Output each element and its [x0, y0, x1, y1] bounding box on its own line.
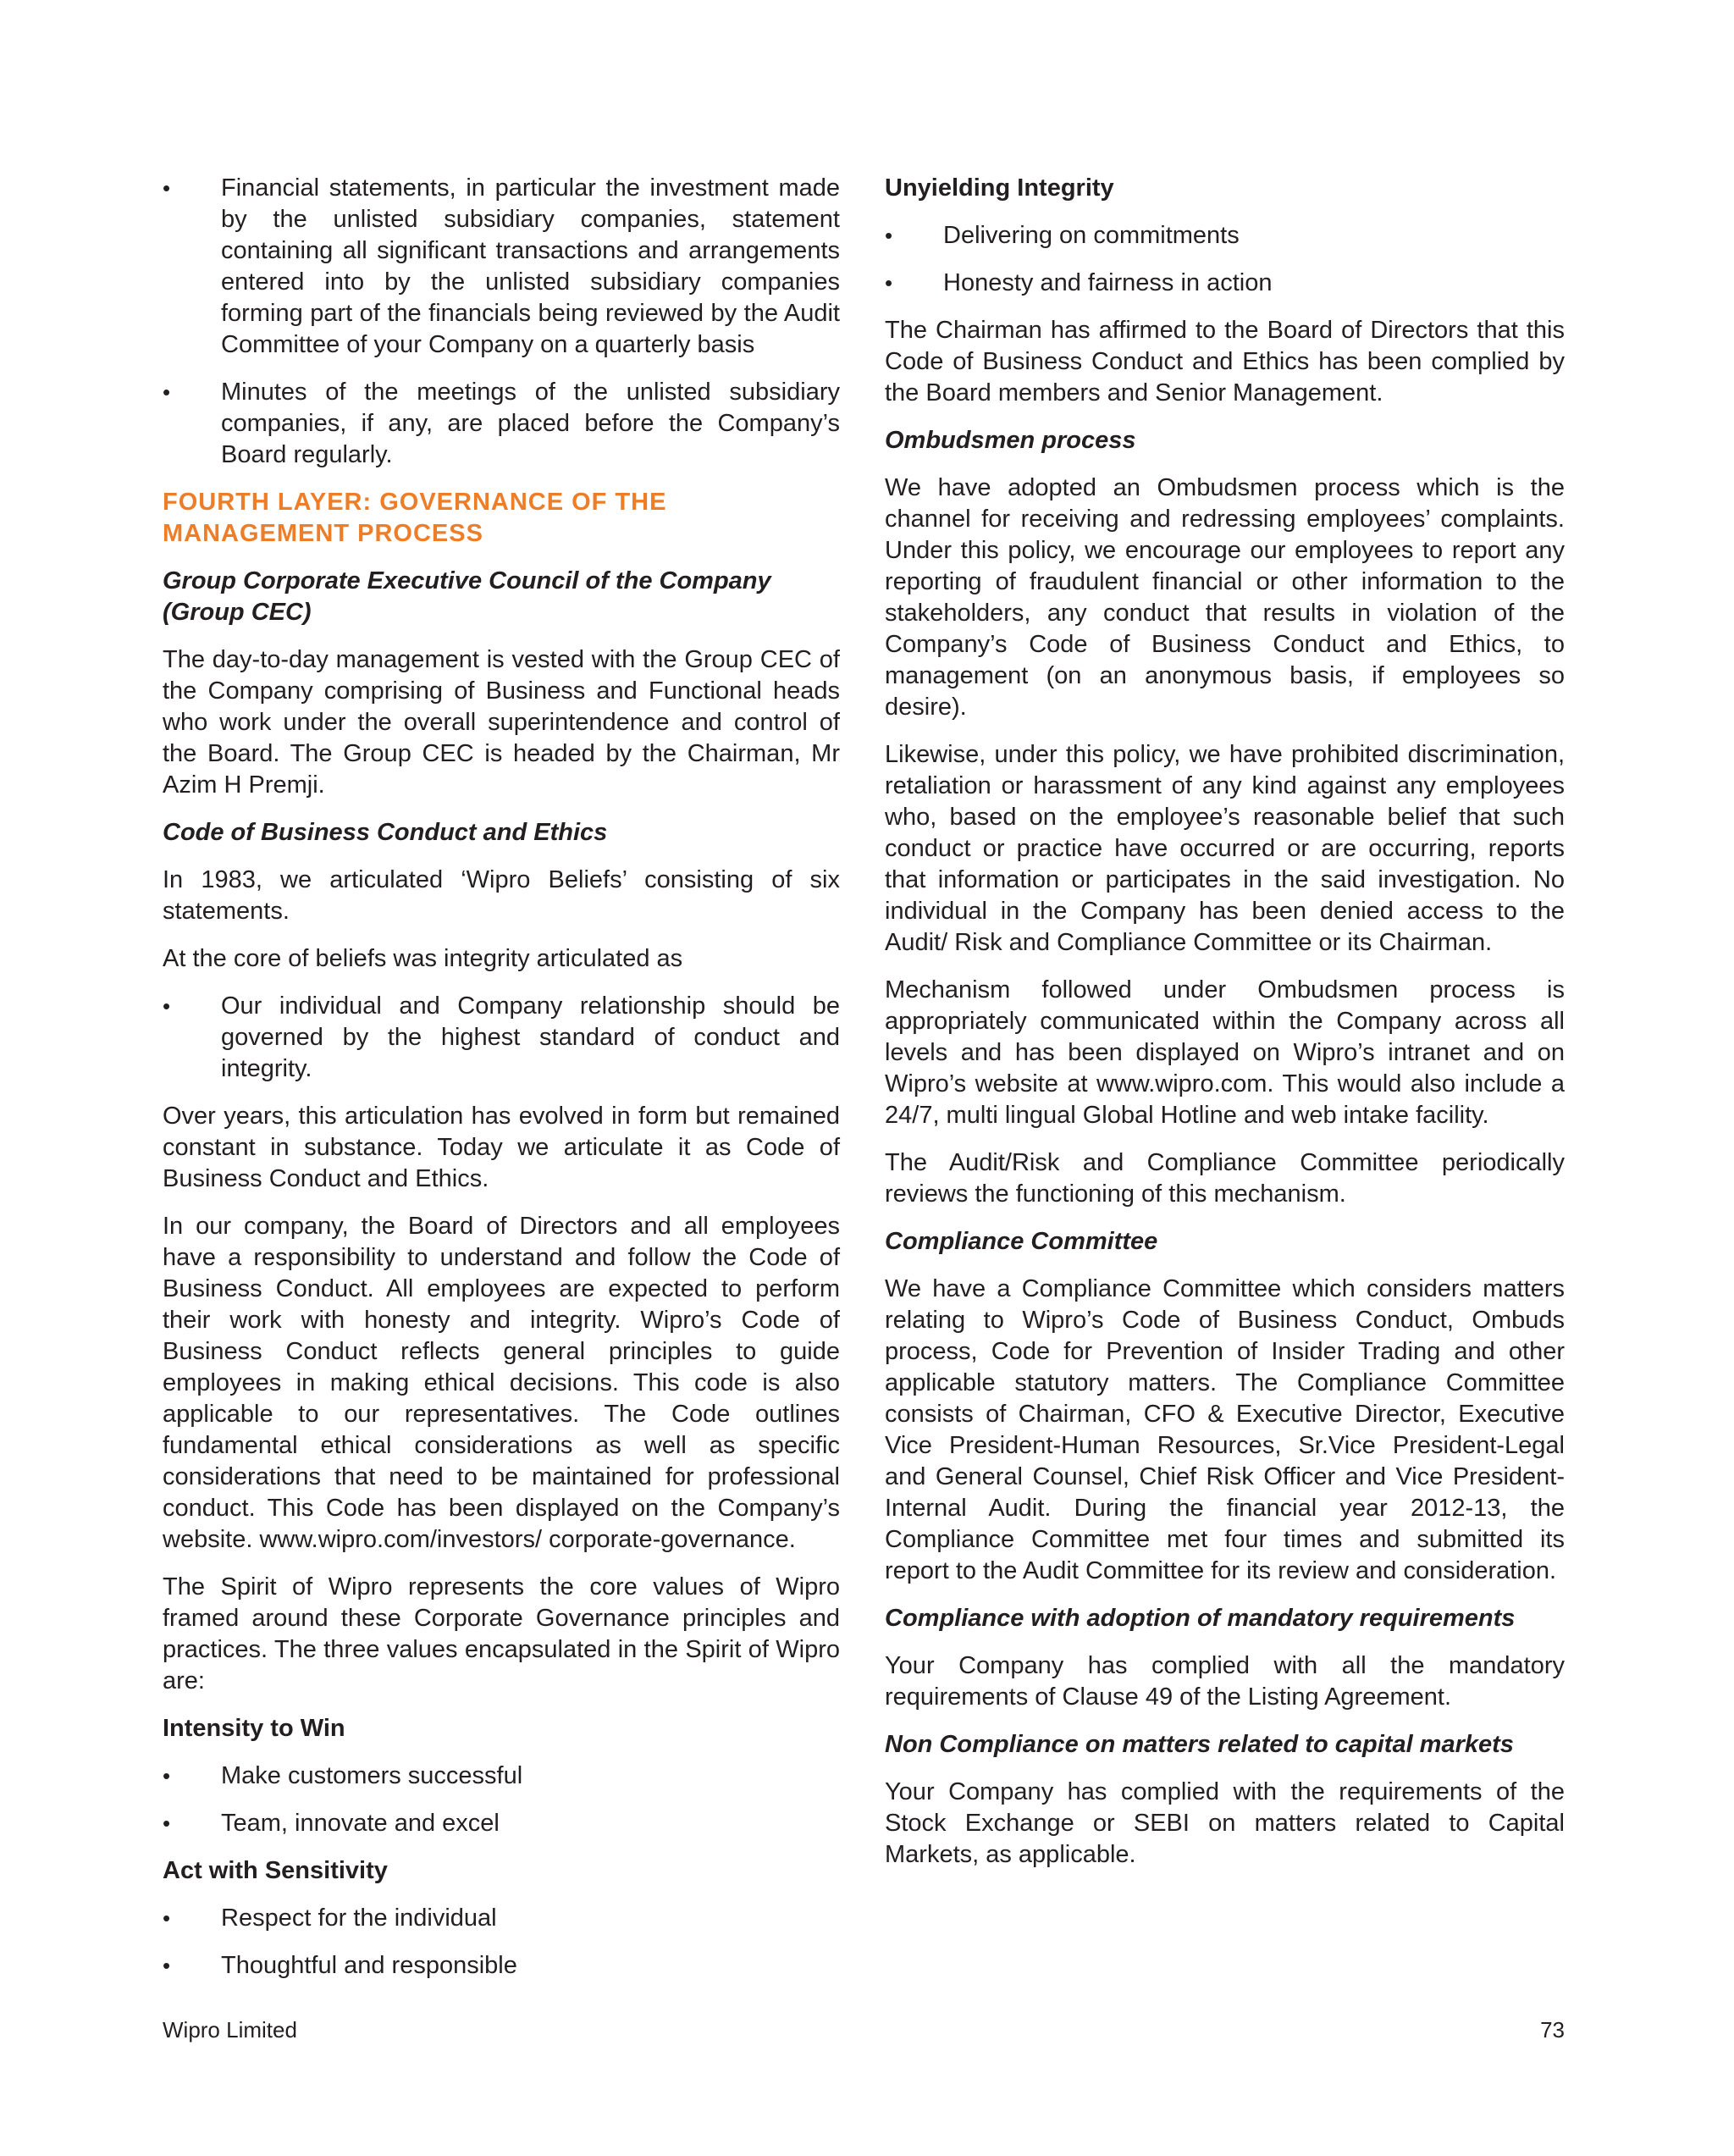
paragraph-wipro-beliefs: In 1983, we articulated ‘Wipro Beliefs’ consisting of six statements.: [163, 866, 840, 925]
paragraph-ombudsmen-3: Mechanism followed under Ombudsmen process is appropriately communicated within the Company across all levels and has been displayed on Wipro’s intranet and on Wipro’s website at www.wipro.com. This would also include a 24/7, multi lingual Global Hotline and web intake facility.: [885, 976, 1565, 1129]
value-heading-sensitivity: Act with Sensitivity: [163, 1857, 388, 1884]
paragraph-ombudsmen-2: Likewise, under this policy, we have prohibited discrimination, retaliation or harassment of any kind against any employees who, based on the employee’s reasonable belief that such conduct or practice have occurred or are occurring, reports that information or participates in the said investigation. No individual in the Company has been denied access to the Audit/ Risk and Compliance Committee or its Chairman.: [885, 741, 1565, 956]
bullet-icon: •: [163, 1810, 171, 1836]
subheading-non-compliance: Non Compliance on matters related to capital markets: [885, 1731, 1514, 1758]
paragraph-non-compliance: Your Company has complied with the requirements of the Stock Exchange or SEBI on matters related to Capital Markets, as applicable.: [885, 1778, 1565, 1868]
bullet-icon: •: [163, 175, 171, 201]
subheading-mandatory-requirements: Compliance with adoption of mandatory requirements: [885, 1605, 1516, 1632]
paragraph-core-beliefs: At the core of beliefs was integrity articulated as: [163, 945, 683, 972]
integrity-values-list: [885, 220, 1565, 299]
subheading-code-of-conduct: Code of Business Conduct and Ethics: [163, 819, 608, 846]
bullet-text: Make customers successful: [221, 1762, 523, 1789]
bullet-icon: •: [163, 379, 171, 405]
subheading-group-cec: Group Corporate Executive Council of the Company (Group CEC): [163, 567, 771, 626]
list-item: [163, 1903, 840, 1934]
bullet-icon: •: [163, 1905, 171, 1931]
bullet-text: Minutes of the meetings of the unlisted subsidiary companies, if any, are placed before the Company’s Board regularly.: [221, 379, 840, 468]
bullet-text: Respect for the individual: [221, 1904, 497, 1932]
intensity-bullet-list: [163, 1761, 840, 1839]
right-column: [885, 173, 1565, 1887]
bullet-text: Our individual and Company relationship should be governed by the highest standard of conduct and integrity.: [221, 992, 840, 1082]
bullet-text: Financial statements, in particular the investment made by the unlisted subsidiary companies, statement containing all significant transactions and arrangements entered into by the unlisted subsidiary companies forming part of the financials being reviewed by the Audit Committee of your Company on a quarterly basis: [221, 174, 840, 358]
section-heading-fourth-layer: FOURTH LAYER: GOVERNANCE OF THE MANAGEMENT PROCESS: [163, 489, 667, 547]
list-item: [163, 173, 840, 361]
bullet-text: Delivering on commitments: [943, 222, 1240, 249]
left-column: [163, 173, 840, 1998]
list-item: [163, 1950, 840, 1982]
footer-company-name: Wipro Limited: [163, 2017, 297, 2043]
list-item: [163, 991, 840, 1085]
paragraph-mandatory-requirements: Your Company has complied with all the mandatory requirements of Clause 49 of the Listing Agreement.: [885, 1652, 1565, 1711]
bullet-text: Team, innovate and excel: [221, 1810, 500, 1837]
subheading-compliance-committee: Compliance Committee: [885, 1228, 1158, 1255]
bullet-icon: •: [163, 993, 171, 1019]
value-heading-intensity: Intensity to Win: [163, 1715, 345, 1742]
integrity-bullet-list: [163, 991, 840, 1085]
sensitivity-bullet-list: [163, 1903, 840, 1982]
bullet-text: Honesty and fairness in action: [943, 269, 1273, 296]
bullet-icon: •: [163, 1763, 171, 1788]
list-item: [163, 1761, 840, 1792]
paragraph-ombudsmen-1: We have adopted an Ombudsmen process which is the channel for receiving and redressing employees’ complaints. Under this policy, we encourage our employees to report any reporting of fraudulent financial or other information to the stakeholders, any conduct that results in violation of the Company’s Code of Business Conduct and Ethics, to management (on an anonymous basis, if employees so desire).: [885, 474, 1565, 721]
subheading-ombudsmen: Ombudsmen process: [885, 427, 1136, 454]
bullet-icon: •: [885, 223, 893, 248]
list-item: [163, 377, 840, 471]
footer-page-number: 73: [1540, 2017, 1565, 2043]
bullet-icon: •: [163, 1953, 171, 1978]
paragraph-compliance-committee: We have a Compliance Committee which considers matters relating to Wipro’s Code of Business Conduct, Ombuds process, Code for Prevention of Insider Trading and other applicable statutory matters. The Compliance Committee consists of Chairman, CFO & Executive Director, Executive Vice President-Human Resources, Sr.Vice President-Legal and General Counsel, Chief Risk Officer and Vice President-Internal Audit. During the financial year 2012-13, the Compliance Committee met four times and submitted its report to the Audit Committee for its review and consideration.: [885, 1275, 1565, 1584]
paragraph-code-responsibility: In our company, the Board of Directors and all employees have a responsibility to understand and follow the Code of Business Conduct. All employees are expected to perform their work with honesty and integrity. Wipro’s Code of Business Conduct reflects general principles to guide employees in making ethical decisions. This code is also applicable to our representatives. The Code outlines fundamental ethical considerations as well as specific considerations that need to be maintained for professional conduct. This Code has been displayed on the Company’s website. www.wipro.com/investors/ corporate-governance.: [163, 1213, 840, 1553]
list-item: [163, 1808, 840, 1839]
paragraph-spirit-of-wipro: The Spirit of Wipro represents the core values of Wipro framed around these Corporate Governance principles and practices. The three values encapsulated in the Spirit of Wipro are:: [163, 1573, 840, 1694]
value-heading-integrity: Unyielding Integrity: [885, 174, 1114, 202]
subsidiary-bullet-list: [163, 173, 840, 471]
paragraph-ombudsmen-4: The Audit/Risk and Compliance Committee periodically reviews the functioning of this mechanism.: [885, 1149, 1565, 1208]
list-item: [885, 220, 1565, 252]
bullet-text: Thoughtful and responsible: [221, 1952, 517, 1979]
paragraph-group-cec: The day-to-day management is vested with the Group CEC of the Company comprising of Business and Functional heads who work under the overall superintendence and control of the Board. The Group CEC is headed by the Chairman, Mr Azim H Premji.: [163, 646, 840, 799]
paragraph-chairman-affirmation: The Chairman has affirmed to the Board of Directors that this Code of Business Conduct and Ethics has been complied by the Board members and Senior Management.: [885, 317, 1565, 406]
paragraph-articulation: Over years, this articulation has evolved in form but remained constant in substance. Today we articulate it as Code of Business Conduct and Ethics.: [163, 1103, 840, 1192]
bullet-icon: •: [885, 270, 893, 296]
list-item: [885, 268, 1565, 299]
